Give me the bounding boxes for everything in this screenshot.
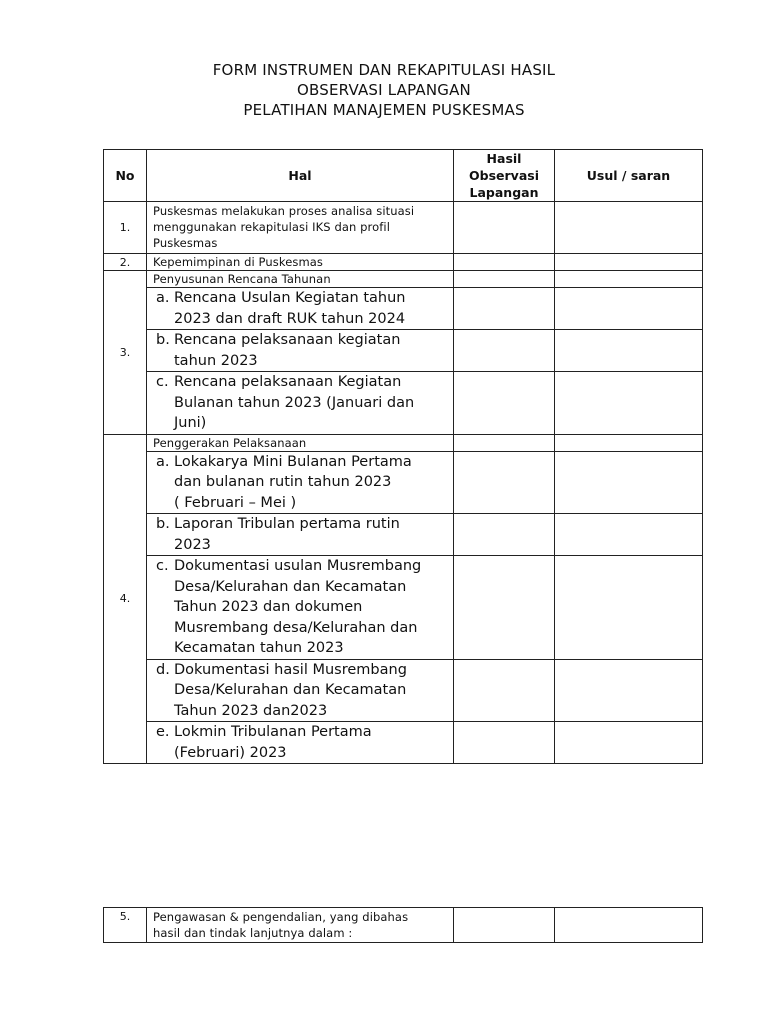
title-line-3: PELATIHAN MANAJEMEN PUSKESMAS (243, 101, 525, 119)
hasil-cell[interactable] (454, 659, 555, 722)
hasil-cell[interactable] (454, 271, 555, 288)
usul-cell[interactable] (555, 330, 703, 372)
usul-cell[interactable] (555, 451, 703, 514)
table-subrow (104, 330, 703, 372)
row-number: 4. (104, 434, 147, 764)
row-number: 1. (104, 202, 147, 254)
usul-cell[interactable] (555, 372, 703, 435)
table-row (104, 202, 703, 254)
table-subrow (104, 556, 703, 660)
row-number: 5. (104, 908, 147, 943)
header-hal: Hal (147, 150, 454, 202)
subitem-line: Rencana pelaksanaan Kegiatan (174, 374, 402, 390)
row-number: 2. (104, 254, 147, 271)
subitem-mark: b. (156, 332, 170, 348)
row-text (147, 202, 454, 254)
subitem-mark: c. (156, 558, 169, 574)
usul-cell[interactable] (555, 202, 703, 254)
subitem-line: Rencana pelaksanaan kegiatan (174, 332, 401, 348)
subitem-mark: d. (156, 661, 170, 678)
subitem (147, 514, 454, 556)
subitem-line: Tahun 2023 dan2023 (174, 702, 328, 719)
subitem-line: dan bulanan rutin tahun 2023 (174, 474, 392, 490)
subitem-line: Dokumentasi usulan Musrembang (174, 558, 422, 574)
observation-table-continued (103, 907, 703, 943)
subitem-line: Dokumentasi hasil Musrembang (174, 661, 407, 678)
header-hasil-line-3: Lapangan (469, 185, 539, 200)
subitem-line: Rencana Usulan Kegiatan tahun (174, 290, 406, 306)
subitem-line: Desa/Kelurahan dan Kecamatan (174, 682, 407, 698)
row-text-line: Pengawasan & pengendalian, yang dibahas (153, 910, 409, 924)
hasil-cell[interactable] (454, 330, 555, 372)
subitem-line: 2023 dan draft RUK tahun 2024 (174, 310, 406, 327)
hasil-cell[interactable] (454, 722, 555, 764)
hasil-cell[interactable] (454, 434, 555, 451)
hasil-cell[interactable] (454, 202, 555, 254)
table-subrow (104, 288, 703, 330)
row-heading: Penyusunan Rencana Tahunan (147, 271, 454, 288)
header-hasil-line-2: Observasi (469, 168, 539, 183)
subitem-line: tahun 2023 (174, 352, 258, 369)
hasil-cell[interactable] (454, 254, 555, 271)
usul-cell[interactable] (555, 271, 703, 288)
document-title (0, 60, 768, 120)
observation-table (103, 149, 703, 764)
subitem (147, 722, 454, 764)
header-no: No (104, 150, 147, 202)
usul-cell[interactable] (555, 556, 703, 660)
row-heading: Penggerakan Pelaksanaan (147, 434, 454, 451)
table-row (104, 271, 703, 288)
hasil-cell[interactable] (454, 451, 555, 514)
subitem-line: Bulanan tahun 2023 (Januari dan (174, 394, 415, 411)
hasil-cell[interactable] (454, 288, 555, 330)
subitem-line: Kecamatan tahun 2023 (174, 640, 344, 656)
table-subrow (104, 659, 703, 722)
header-hasil-line-1: Hasil (486, 151, 522, 166)
usul-cell[interactable] (555, 514, 703, 556)
subitem-line: Lokmin Tribulanan Pertama (174, 724, 372, 740)
table-subrow (104, 514, 703, 556)
usul-cell[interactable] (555, 908, 703, 943)
hasil-cell[interactable] (454, 556, 555, 660)
row-text-line: menggunakan rekapitulasi IKS dan profil (153, 220, 390, 234)
table-header-row (104, 150, 703, 202)
subitem-line: ( Februari – Mei ) (174, 494, 297, 511)
subitem (147, 451, 454, 514)
subitem-mark: c. (156, 374, 169, 390)
title-line-1: FORM INSTRUMEN DAN REKAPITULASI HASIL (212, 61, 556, 79)
hasil-cell[interactable] (454, 372, 555, 435)
table-row (104, 254, 703, 271)
row-text-line: Puskesmas (153, 236, 218, 250)
row-number: 3. (104, 271, 147, 435)
subitem (147, 659, 454, 722)
usul-cell[interactable] (555, 722, 703, 764)
subitem (147, 556, 454, 660)
header-usul: Usul / saran (555, 150, 703, 202)
subitem-line: Musrembang desa/Kelurahan dan (174, 619, 418, 636)
row-text-line: hasil dan tindak lanjutnya dalam : (153, 926, 353, 940)
row-text (147, 908, 454, 943)
table-subrow (104, 372, 703, 435)
subitem-mark: a. (156, 290, 170, 306)
subitem-mark: e. (156, 724, 170, 740)
row-text: Kepemimpinan di Puskesmas (147, 254, 454, 271)
subitem-line: Juni) (174, 415, 207, 431)
title-line-2: OBSERVASI LAPANGAN (297, 81, 471, 99)
subitem-line: Desa/Kelurahan dan Kecamatan (174, 578, 407, 595)
hasil-cell[interactable] (454, 908, 555, 943)
subitem-line: Lokakarya Mini Bulanan Pertama (174, 453, 412, 470)
subitem (147, 330, 454, 372)
table-row (104, 434, 703, 451)
subitem-line: (Februari) 2023 (174, 744, 287, 761)
table-row (104, 908, 703, 943)
subitem-line: Tahun 2023 dan dokumen (174, 599, 363, 615)
usul-cell[interactable] (555, 659, 703, 722)
subitem (147, 372, 454, 435)
usul-cell[interactable] (555, 288, 703, 330)
usul-cell[interactable] (555, 254, 703, 271)
subitem-line: 2023 (174, 536, 211, 553)
row-text-line: Puskesmas melakukan proses analisa situasi (153, 204, 415, 218)
table-subrow (104, 722, 703, 764)
subitem-mark: b. (156, 516, 170, 532)
usul-cell[interactable] (555, 434, 703, 451)
table-subrow (104, 451, 703, 514)
subitem-mark: a. (156, 453, 170, 470)
header-hasil (454, 150, 555, 202)
hasil-cell[interactable] (454, 514, 555, 556)
subitem (147, 288, 454, 330)
subitem-line: Laporan Tribulan pertama rutin (174, 516, 400, 532)
